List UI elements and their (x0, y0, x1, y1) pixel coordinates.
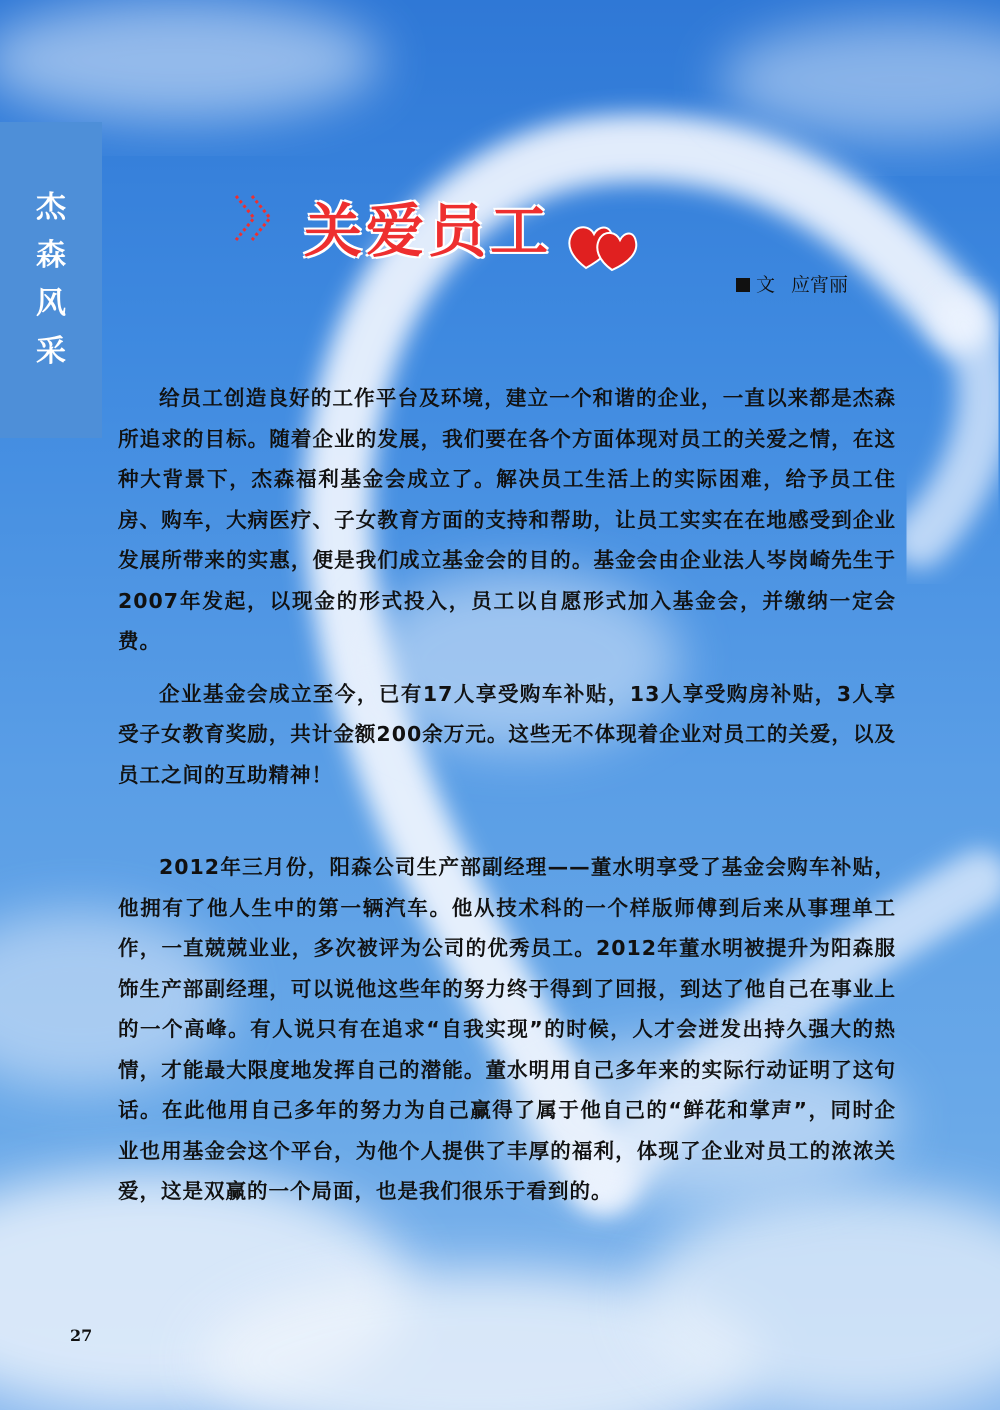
paragraph: 企业基金会成立至今，已有17人享受购车补贴，13人享受购房补贴，3人享受子女教育奖励，共计金额200余万元。这些无不体现着企业对员工的关爱，以及员工之间的互助精神！ (118, 681, 896, 787)
paragraph: 2012年三月份，阳森公司生产部副经理——董水明享受了基金会购车补贴，他拥有了他人生中的第一辆汽车。他从技术科的一个样版师傅到后来从事理单工作，一直兢兢业业，多次被评为公司的优秀员工。2012年董水明被提升为阳森服饰生产部副经理，可以说他这些年的努力终于得到了回报，到达了他自己在事业上的一个高峰。有人说只有在追求“自我实现”的时候，人才会迸发出持久强大的热情，才能最大限度地发挥自己的潜能。董水明用自己多年来的实际行动证明了这句话。在此他用自己多年的努力为自己赢得了属于他自己的“鲜花和掌声”，同时企业也用基金会这个平台，为他个人提供了丰厚的福利，体现了企业对员工的浓浓关爱，这是双赢的一个局面，也是我们很乐于看到的。 (118, 855, 896, 1203)
page-number: 27 (70, 1326, 93, 1345)
section-tab-label: 杰森风采 (36, 190, 66, 369)
byline (736, 270, 848, 297)
chevron-right-icon (232, 188, 282, 248)
square-bullet-icon (736, 278, 750, 292)
byline-prefix: 文 (756, 274, 776, 296)
hearts-icon (566, 220, 638, 272)
author-name: 应宵丽 (791, 274, 849, 296)
article-title: 关爱员工 (304, 197, 553, 265)
paragraph: 给员工创造良好的工作平台及环境，建立一个和谐的企业，一直以来都是杰森所追求的目标。随着企业的发展，我们要在各个方面体现对员工的关爱之情，在这种大背景下，杰森福利基金会成立了。解决员工生活上的实际困难，给予员工住房、购车，大病医疗、子女教育方面的支持和帮助，让员工实实在在地感受到企业发展所带来的实惠，便是我们成立基金会的目的。基金会由企业法人岑岗崎先生于2007年发起，以现金的形式投入，员工以自愿形式加入基金会，并缴纳一定会费。 (118, 386, 896, 653)
section-tab (0, 122, 102, 438)
article-title-block (232, 178, 652, 278)
article-body (118, 378, 896, 1212)
